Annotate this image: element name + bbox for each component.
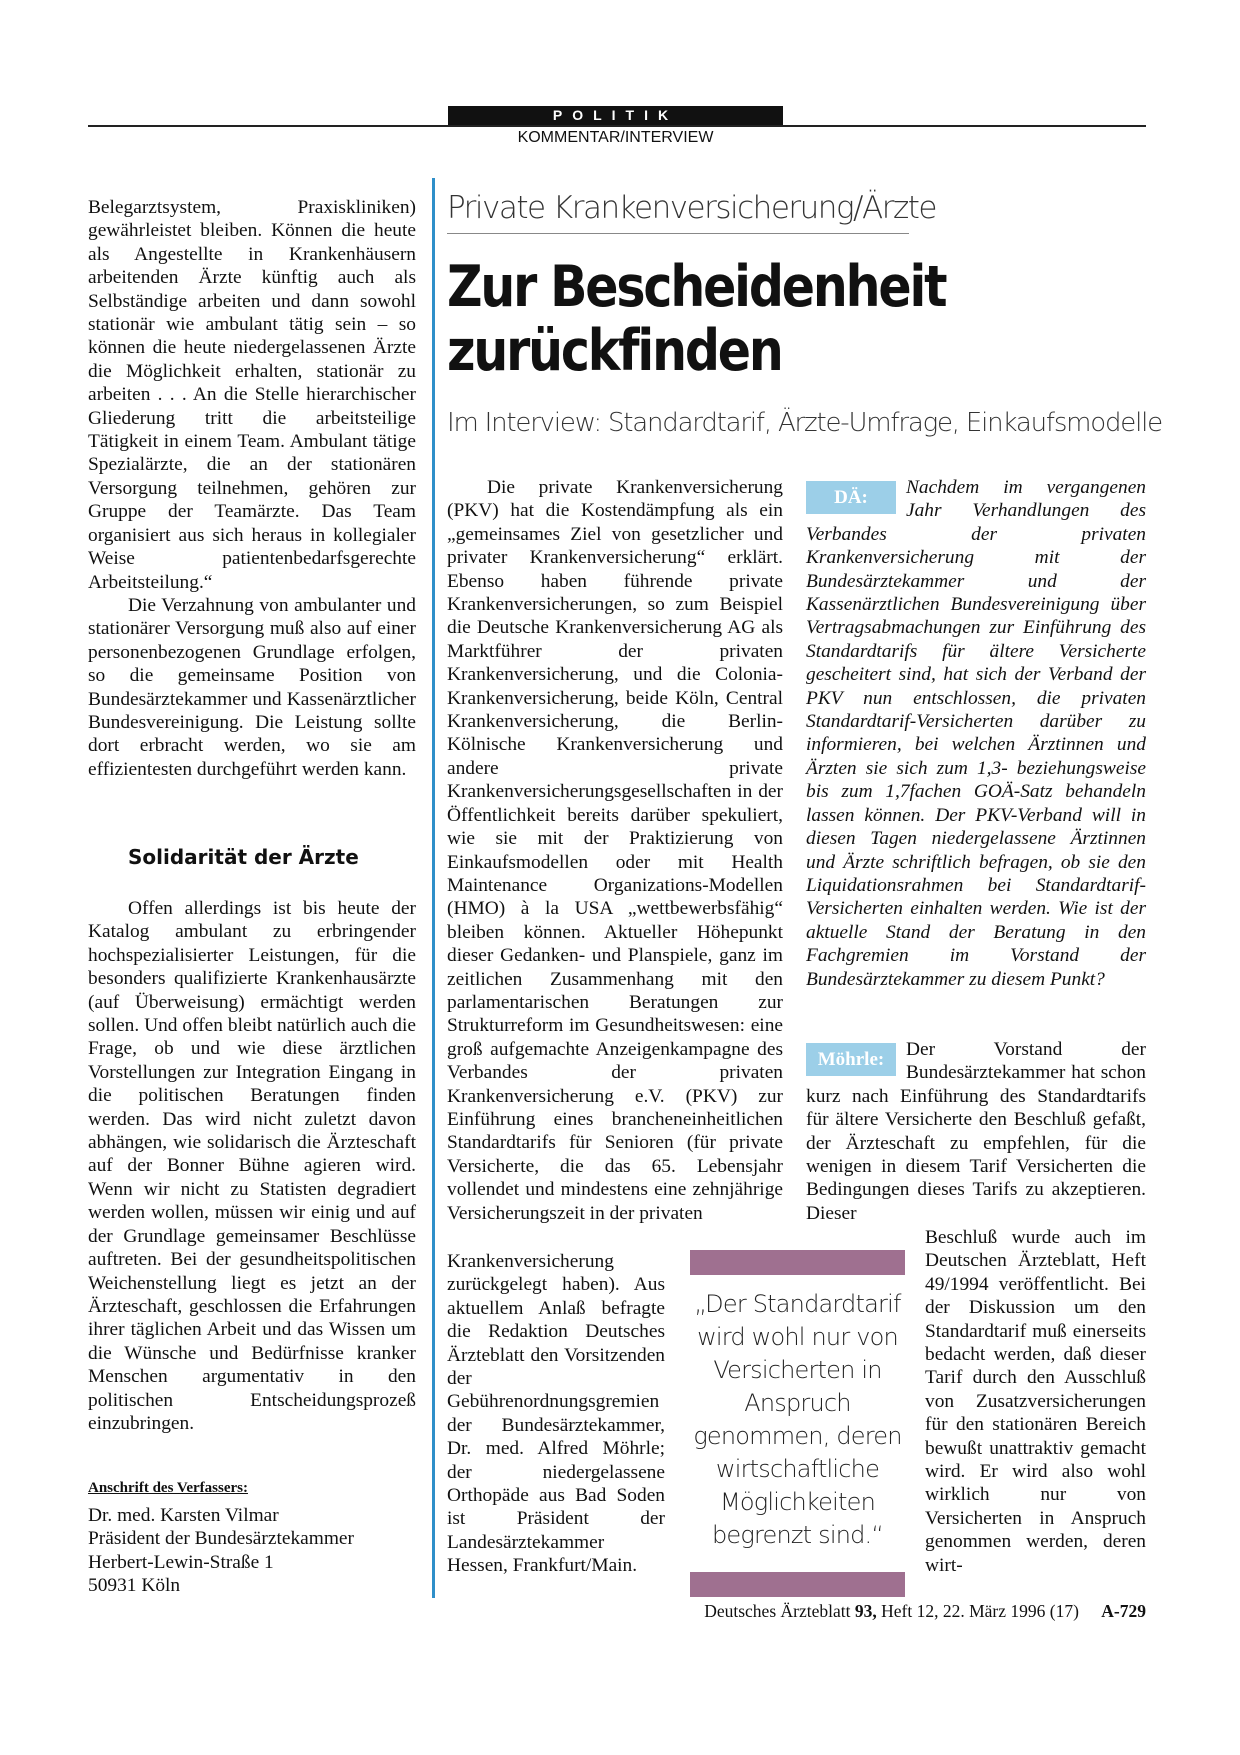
- kicker-underline: [447, 233, 909, 234]
- article-title: [447, 255, 945, 383]
- left-paragraph-1: Belegarztsystem, Praxiskliniken) gewährleistet bleiben. Können die heute als Angestellte in Krankenhäusern arbeitenden Ärzte künftig auch als Selbständige arbeiten und dann sowohl stationär wie ambulant tätig sein – so können die heute niedergelassenen Ärzte die Möglichkeit erhalten, stationär zu arbeiten . . . An die Stelle hierarchischer Gliederung tritt die arbeitsteilige Tätigkeit in einem Team. Ambulant tätige Spezialärzte, die an der stationären Versorgung teilnehmen, gehören zur Gruppe der Teamärzte. Das Team organisiert aus sich heraus in kollegialer Weise patientenbedarfsgerechte Arbeitsteilung.“: [88, 197, 416, 593]
- address-line: Herbert-Lewin-Straße 1: [88, 1551, 274, 1573]
- question-paragraph: Nachdem im vergangenen Jahr Verhandlungen des Verbandes der privaten Krankenversicherung mit der Bundesärztekammer und der Kassenärztlichen Bundesvereinigung über Vertragsabmachungen zur Einführung des Standardtarifs für ältere Versicherte gescheitert sind, hat sich der Verband der PKV nun entschlossen, die privaten Standardtarif-Versicherten darüber zu informieren, bei welchen Ärztinnen und Ärzten sie sich zum 1,3- beziehungsweise bis zum 1,7fachen GOÄ-Satz behandeln lassen können. Der PKV-Verband will in diesen Tagen niedergelassene Ärztinnen und Ärzte schriftlich befragen, ob sie den Liquidationsrahmen bei Standardtarif-Versicherten einhalten werden. Wie ist der aktuelle Stand der Beratung in den Fachgremien im Vorstand der Bundesärztekammer zu diesem Punkt?: [806, 477, 1146, 990]
- answer-text: [806, 1038, 1146, 1225]
- page-number: A-729: [1101, 1601, 1146, 1621]
- rubric-label: KOMMENTAR/INTERVIEW: [517, 129, 714, 146]
- left-column-text: [88, 196, 416, 781]
- quote-bar-bottom: [690, 1572, 905, 1597]
- address-line: Dr. med. Karsten Vilmar: [88, 1505, 279, 1526]
- article-subtitle: Im Interview: Standardtarif, Ärzte-Umfrage, Einkaufsmodelle: [447, 408, 1162, 438]
- answer-label-moehrle: Möhrle:: [806, 1043, 896, 1076]
- intro-paragraph: Die private Krankenversicherung (PKV) hat die Kostendämpfung als ein „gemeinsames Ziel von gesetzlicher und privater Krankenversicherung“ erklärt. Ebenso haben führende private Krankenversicherungen, so zum Beispiel die Deutsche Krankenversicherung AG als Marktführer der privaten Krankenversicherung, und die Colonia-Krankenversicherung, beide Köln, Central Krankenversicherung, die Berlin-Kölnische Krankenversicherung und andere private Krankenversicherungsgesellschaften in der Öffentlichkeit bereits darüber spekuliert, wie sie mit der Praktizierung von Einkaufsmodellen oder mit Health Maintenance Organizations-Modellen (HMO) à la USA „wettbewerbsfähig“ bleiben können. Aktueller Höhepunkt dieser Gedanken- und Planspiele, ganz im zeitlichen Zusammenhang mit den parlamentarischen Beratungen zur Strukturreform im Gesundheitswesen: eine groß aufgemachte Anzeigenkampagne des Verbandes der privaten Krankenversicherung e.V. (PKV) zur Einführung eines brancheneinheitlichen Standardtarifs für Senioren (für private Versicherte, die das 65. Lebensjahr vollendet und mindestens eine zehnjährige Versicherungszeit in der privaten: [447, 477, 783, 1224]
- section-label: POLITIK: [448, 106, 783, 125]
- journal-volume: 93,: [854, 1601, 877, 1621]
- question-text: [806, 476, 1146, 991]
- article-kicker: Private Krankenversicherung/Ärzte: [447, 190, 936, 226]
- title-line-1: Zur Bescheidenheit: [447, 254, 946, 320]
- left-paragraph-2: Die Verzahnung von ambulanter und stationärer Versorgung muß also auf einer personenbezogenen Grundlage erfolgen, so die gemeinsame Position von Bundesärztekammer und Kassenärztlicher Bundesvereinigung. Die Leistung sollte dort erbracht werden, wo sie am effizientesten durchgeführt werden kann.: [88, 594, 416, 780]
- journal-issue: Heft 12, 22. März 1996 (17): [881, 1601, 1079, 1621]
- answer-paragraph: Der Vorstand der Bundesärztekammer hat schon kurz nach Einführung des Standardtarifs für ältere Versicherte den Beschluß gefaßt, der Ärzteschaft zu empfehlen, für die wenigen in diesem Tarif Versicherten die Bedingungen dieses Tarifs zu akzeptieren. Dieser: [806, 1039, 1146, 1224]
- subheading: Solidarität der Ärzte: [128, 845, 359, 869]
- column-divider: [432, 178, 435, 1598]
- answer-text-narrow: [925, 1226, 1146, 1577]
- intro-paragraph-cont: Krankenversicherung zurückgelegt haben). Aus aktuellem Anlaß befragte die Redaktion Deutsches Ärzteblatt den Vorsitzenden der Gebührenordnungsgremien der Bundesärztekammer, Dr. med. Alfred Möhrle; der niedergelassene Orthopäde aus Bad Soden ist Präsident der Landesärztekammer Hessen, Frankfurt/Main.: [447, 1251, 665, 1577]
- intro-text-narrow: [447, 1250, 665, 1578]
- quote-bar-top: [690, 1250, 905, 1275]
- address-line: 50931 Köln: [88, 1575, 181, 1597]
- author-address: [88, 1504, 354, 1598]
- page-footer: [704, 1601, 1146, 1622]
- intro-text: [447, 476, 783, 1225]
- answer-paragraph-cont: Beschluß wurde auch im Deutschen Ärzteblatt, Heft 49/1994 veröffentlicht. Bei der Diskussion um den Standardtarif muß einerseits bedacht werden, daß dieser Tarif durch den Ausschluß von Zusatzversicherungen für den stationären Bereich bewußt unattraktiv gemacht wird. Er wird also wohl wirklich nur von Versicherten in Anspruch genommen werden, deren wirt-: [925, 1227, 1146, 1576]
- header-rule: [88, 125, 1146, 127]
- address-line: Präsident der Bundesärztekammer: [88, 1528, 354, 1550]
- journal-name: Deutsches Ärzteblatt: [704, 1601, 851, 1621]
- address-heading: Anschrift des Verfassers:: [88, 1480, 248, 1496]
- left-paragraph-3: Offen allerdings ist bis heute der Katalog ambulant zu erbringender hochspezialisierter Leistungen, für die besonders qualifizierte Krankenhausärzte (auf Überweisung) ermächtigt werden sollen. Und offen bleibt natürlich auch die Frage, ob und wie diese ärztlichen Vorstellungen zur Integration Eingang in die politischen Beratungen finden werden. Das wird nicht zuletzt davon abhängen, wie solidarisch die Ärzteschaft auf der Bonner Bühne agieren wird. Wenn wir nicht zu Statisten degradiert werden wollen, müssen wir einig und auf der Grundlage gemeinsamer Beschlüsse auftreten. Bei der gesundheitspolitischen Weichenstellung liegt es jetzt an der Ärzteschaft, geschlossen die Erfahrungen ihrer täglichen Arbeit und das Wissen um die Wünsche und Bedürfnisse kranker Menschen argumentativ in den politischen Entscheidungsprozeß einzubringen.: [88, 898, 416, 1434]
- title-line-2: zurückfinden: [447, 318, 782, 384]
- pull-quote: „Der Standardtarif wird wohl nur von Versicherten in Anspruch genommen, deren wirtschaftliche Möglichkeiten begrenzt sind.“: [693, 1290, 902, 1549]
- left-column-text-2: [88, 897, 416, 1435]
- question-label-da: DÄ:: [806, 481, 896, 514]
